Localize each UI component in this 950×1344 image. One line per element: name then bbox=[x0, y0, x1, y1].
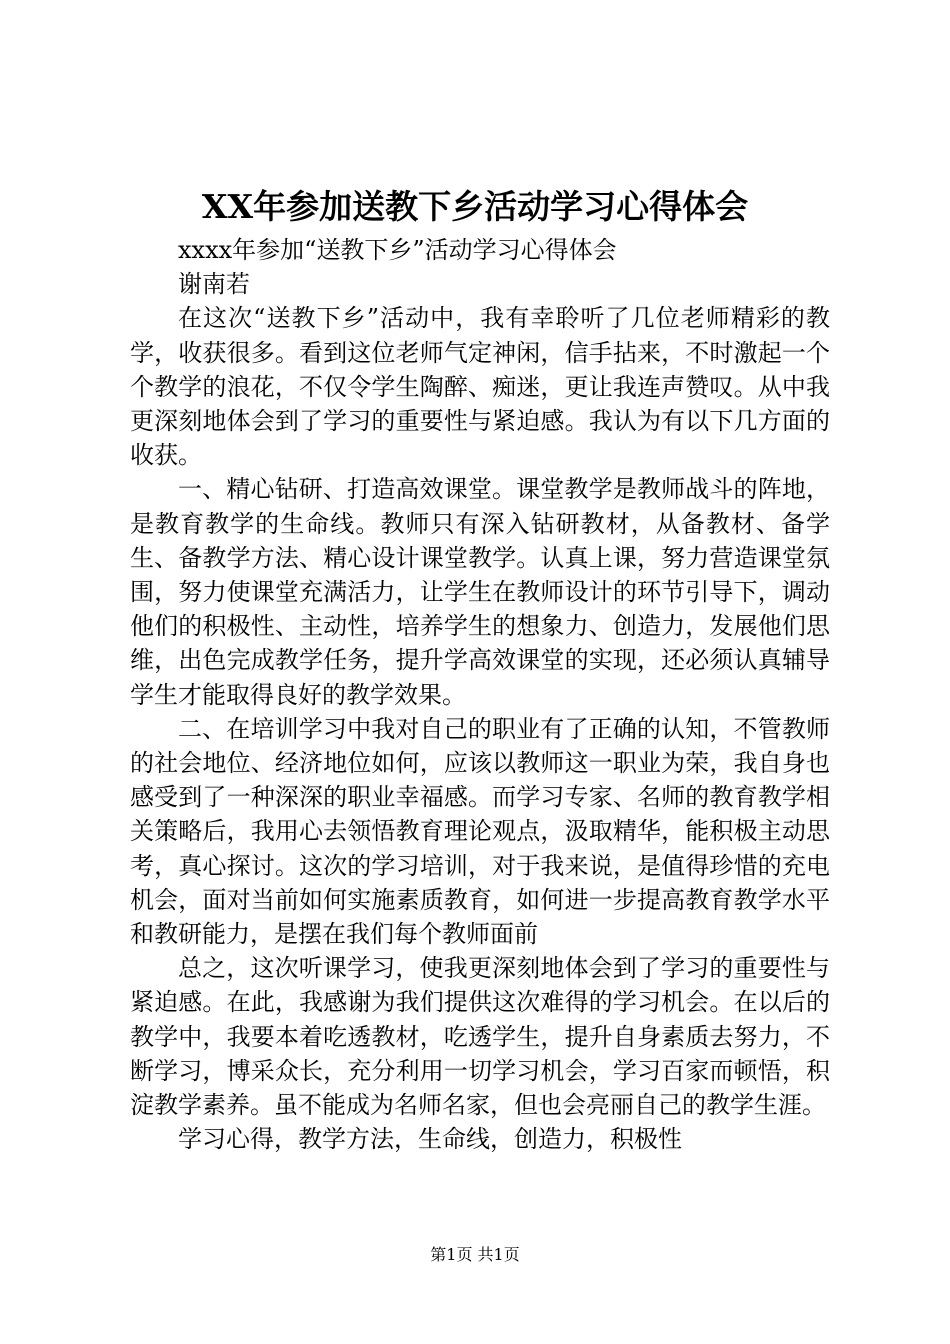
paragraph-point-one: 一、精心钻研、打造高效课堂。课堂教学是教师战斗的阵地，是教育教学的生命线。教师只有深入钻研教材，从备教材、备学生、备教学方法、精心设计课堂教学。认真上课，努力营造课堂氛围，努力使课堂充满活力，让学生在教师设计的环节引导下，调动他们的积极性、主动性，培养学生的想象力、创造力，发展他们思维，出色完成教学任务，提升学高效课堂的实现，还必须认真辅导学生才能取得良好的教学效果。 bbox=[130, 475, 830, 709]
paragraph-conclusion: 总之，这次听课学习，使我更深刻地体会到了学习的重要性与紧迫感。在此，我感谢为我们提供这次难得的学习机会。在以后的教学中，我要本着吃透教材，吃透学生，提升自身素质去努力，不断学习，博采众长，充分利用一切学习机会，学习百家而顿悟，积淀教学素养。虽不能成为名师名家，但也会亮丽自己的教学生涯。 bbox=[130, 954, 830, 1120]
document-keywords: 学习心得，教学方法，生命线，创造力，积极性 bbox=[178, 1125, 682, 1154]
paragraph-intro: 在这次“送教下乡”活动中，我有幸聆听了几位老师精彩的教学，收获很多。看到这位老师气定神闲，信手拈来，不时激起一个个教学的浪花，不仅令学生陶醉、痴迷，更让我连声赞叹。从中我更深刻地体会到了学习的重要性与紧迫感。我认为有以下几方面的收获。 bbox=[130, 304, 830, 470]
page-number-footer: 第1页 共1页 bbox=[430, 1245, 520, 1264]
document-body bbox=[130, 233, 830, 1156]
paragraph-point-two: 二、在培训学习中我对自己的职业有了正确的认知，不管教师的社会地位、经济地位如何，应该以教师这一职业为荣，我自身也感受到了一种深深的职业幸福感。而学习专家、名师的教育教学相关策略后，我用心去领悟教育理论观点，汲取精华，能积极主动思考，真心探讨。这次的学习培训，对于我来说，是值得珍惜的充电机会，面对当前如何实施素质教育，如何进一步提高教育教学水平和教研能力，是摆在我们每个教师面前 bbox=[130, 714, 830, 949]
document-subtitle: xxxx年参加“送教下乡”活动学习心得体会 bbox=[178, 236, 617, 264]
document-author: 谢南若 bbox=[178, 270, 250, 299]
document-title: XX年参加送教下乡活动学习心得体会 bbox=[201, 187, 749, 226]
